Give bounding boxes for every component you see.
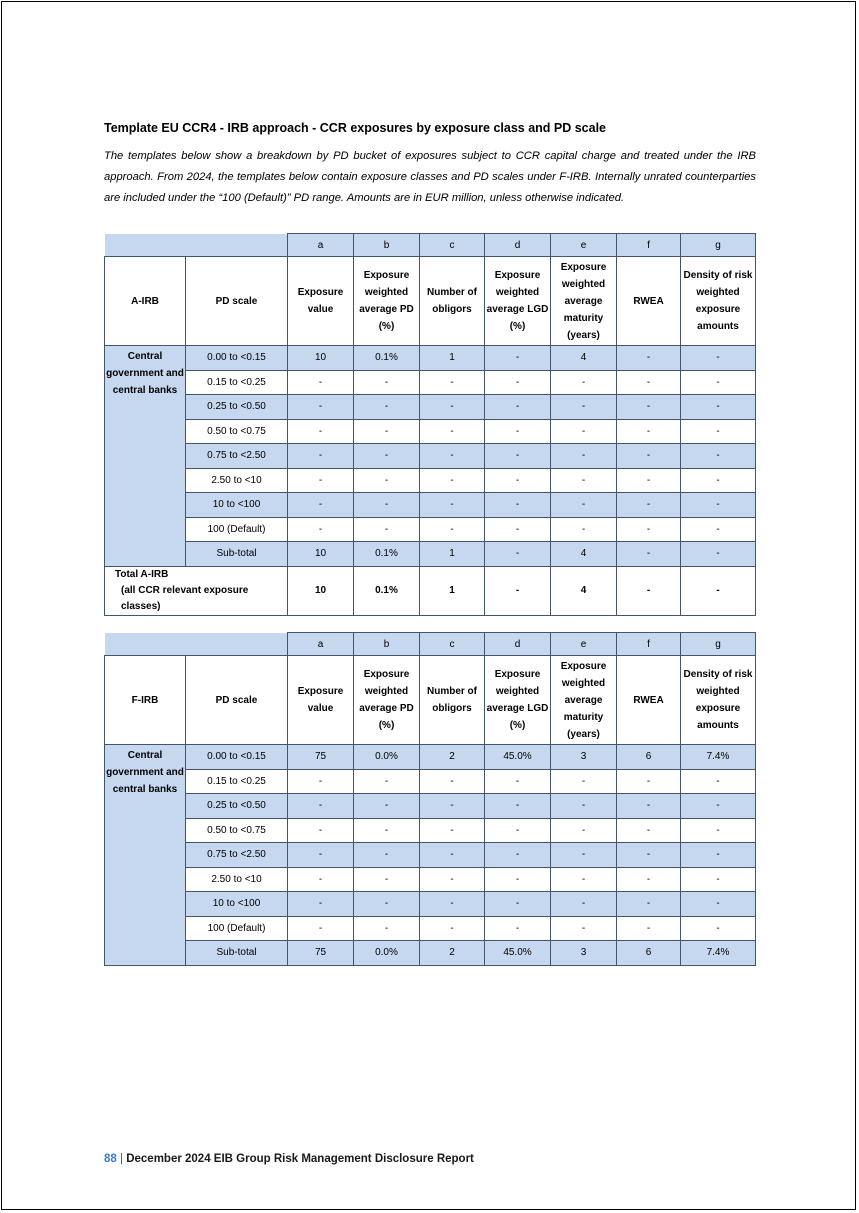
value-cell: -: [354, 444, 420, 469]
value-cell: -: [681, 769, 756, 794]
pd-scale-cell: 0.25 to <0.50: [186, 794, 288, 819]
value-cell: 7.4%: [681, 745, 756, 770]
pd-scale-cell: 2.50 to <10: [186, 468, 288, 493]
value-cell: -: [288, 395, 354, 420]
column-letter: a: [288, 234, 354, 257]
pd-scale-header: PD scale: [186, 257, 288, 346]
value-cell: -: [617, 468, 681, 493]
value-cell: -: [354, 916, 420, 941]
value-cell: -: [551, 818, 617, 843]
value-cell: 45.0%: [485, 941, 551, 966]
column-header: Exposure weighted average PD (%): [354, 656, 420, 745]
table-row: [105, 892, 756, 917]
value-cell: -: [681, 794, 756, 819]
pd-scale-cell: 0.15 to <0.25: [186, 370, 288, 395]
value-cell: -: [354, 892, 420, 917]
value-cell: -: [288, 468, 354, 493]
column-header: Exposure weighted average LGD (%): [485, 257, 551, 346]
table-row: [105, 769, 756, 794]
pd-scale-cell: 10 to <100: [186, 493, 288, 518]
column-letter: c: [420, 633, 485, 656]
value-cell: 6: [617, 941, 681, 966]
column-header: Number of obligors: [420, 656, 485, 745]
value-cell: -: [354, 468, 420, 493]
value-cell: -: [551, 395, 617, 420]
value-cell: -: [681, 419, 756, 444]
total-value-cell: -: [485, 566, 551, 615]
value-cell: -: [681, 867, 756, 892]
value-cell: -: [485, 916, 551, 941]
approach-header: A-IRB: [105, 257, 186, 346]
column-header: Exposure weighted average PD (%): [354, 257, 420, 346]
column-header: Exposure weighted average maturity (years): [551, 257, 617, 346]
total-value-cell: 4: [551, 566, 617, 615]
value-cell: -: [551, 517, 617, 542]
value-cell: -: [617, 769, 681, 794]
value-cell: -: [681, 818, 756, 843]
column-letter: b: [354, 234, 420, 257]
exposure-class-cell: Central government and central banks: [105, 745, 186, 966]
column-header: RWEA: [617, 656, 681, 745]
page-title: Template EU CCR4 - IRB approach - CCR exposures by exposure class and PD scale: [104, 121, 607, 135]
value-cell: -: [354, 794, 420, 819]
column-header: Density of risk weighted exposure amounts: [681, 257, 756, 346]
value-cell: -: [485, 542, 551, 567]
pd-scale-cell: 0.25 to <0.50: [186, 395, 288, 420]
value-cell: 10: [288, 542, 354, 567]
value-cell: -: [617, 444, 681, 469]
value-cell: -: [420, 892, 485, 917]
value-cell: 0.0%: [354, 745, 420, 770]
value-cell: -: [485, 395, 551, 420]
value-cell: -: [617, 794, 681, 819]
value-cell: 75: [288, 941, 354, 966]
table-row: [105, 493, 756, 518]
value-cell: -: [551, 769, 617, 794]
value-cell: -: [420, 468, 485, 493]
column-letters-row: [105, 633, 756, 656]
table-row: [105, 395, 756, 420]
value-cell: -: [617, 370, 681, 395]
value-cell: 0.1%: [354, 346, 420, 371]
value-cell: -: [485, 493, 551, 518]
value-cell: -: [354, 370, 420, 395]
value-cell: -: [420, 444, 485, 469]
value-cell: -: [288, 843, 354, 868]
value-cell: -: [681, 542, 756, 567]
value-cell: -: [420, 370, 485, 395]
total-label-line1: Total A-IRB: [115, 568, 169, 580]
value-cell: -: [288, 892, 354, 917]
footer-separator: |: [120, 1153, 123, 1165]
value-cell: -: [354, 867, 420, 892]
column-letter: f: [617, 234, 681, 257]
pd-scale-header: PD scale: [186, 656, 288, 745]
value-cell: -: [681, 493, 756, 518]
table-row: [105, 818, 756, 843]
value-cell: -: [485, 843, 551, 868]
column-letter: f: [617, 633, 681, 656]
value-cell: -: [485, 818, 551, 843]
value-cell: -: [681, 346, 756, 371]
pd-scale-cell: 100 (Default): [186, 916, 288, 941]
value-cell: 4: [551, 542, 617, 567]
value-cell: -: [354, 419, 420, 444]
column-header: Exposure weighted average LGD (%): [485, 656, 551, 745]
value-cell: 0.0%: [354, 941, 420, 966]
total-value-cell: 0.1%: [354, 566, 420, 615]
total-value-cell: -: [681, 566, 756, 615]
table-row: [105, 867, 756, 892]
value-cell: -: [681, 517, 756, 542]
total-label-line2: (all CCR relevant exposure classes): [121, 584, 249, 612]
value-cell: -: [288, 867, 354, 892]
column-letter: a: [288, 633, 354, 656]
column-header: Exposure value: [288, 257, 354, 346]
intro-paragraph: The templates below show a breakdown by PD bucket of exposures subject to CCR capital charge and treated under the IRB approach. From 2024, the templates below contain exposure classes and PD scales under F-IRB. Internally unrated counterparties are included under the “100 (Default)” PD range. Amounts are in EUR million, unless otherwise indicated.: [104, 150, 756, 204]
column-header: RWEA: [617, 257, 681, 346]
value-cell: -: [681, 444, 756, 469]
pd-scale-cell: 0.50 to <0.75: [186, 818, 288, 843]
column-letter: c: [420, 234, 485, 257]
value-cell: 45.0%: [485, 745, 551, 770]
value-cell: 2: [420, 745, 485, 770]
value-cell: -: [288, 794, 354, 819]
value-cell: -: [485, 419, 551, 444]
value-cell: -: [551, 794, 617, 819]
footer-text: December 2024 EIB Group Risk Management Disclosure Report: [126, 1153, 474, 1165]
value-cell: 1: [420, 542, 485, 567]
pd-scale-cell: 100 (Default): [186, 517, 288, 542]
value-cell: -: [617, 867, 681, 892]
column-letter: g: [681, 633, 756, 656]
value-cell: -: [617, 395, 681, 420]
value-cell: -: [288, 444, 354, 469]
value-cell: -: [288, 419, 354, 444]
pd-scale-cell: 0.75 to <2.50: [186, 444, 288, 469]
value-cell: 2: [420, 941, 485, 966]
value-cell: -: [681, 843, 756, 868]
value-cell: -: [420, 493, 485, 518]
pd-scale-cell: 0.15 to <0.25: [186, 769, 288, 794]
pd-scale-cell: 0.75 to <2.50: [186, 843, 288, 868]
total-value-cell: -: [617, 566, 681, 615]
value-cell: -: [288, 916, 354, 941]
value-cell: -: [485, 346, 551, 371]
value-cell: -: [681, 395, 756, 420]
pd-scale-cell: 0.00 to <0.15: [186, 346, 288, 371]
table-row: [105, 419, 756, 444]
value-cell: -: [617, 542, 681, 567]
pd-scale-cell: 0.50 to <0.75: [186, 419, 288, 444]
value-cell: 4: [551, 346, 617, 371]
pd-scale-cell: 0.00 to <0.15: [186, 745, 288, 770]
value-cell: -: [420, 794, 485, 819]
column-letter: d: [485, 234, 551, 257]
value-cell: -: [551, 892, 617, 917]
value-cell: -: [420, 517, 485, 542]
value-cell: -: [617, 843, 681, 868]
value-cell: 3: [551, 941, 617, 966]
table-row: [105, 370, 756, 395]
column-letter: e: [551, 234, 617, 257]
column-header: Density of risk weighted exposure amounts: [681, 656, 756, 745]
value-cell: -: [485, 444, 551, 469]
pd-scale-cell: 10 to <100: [186, 892, 288, 917]
value-cell: -: [288, 517, 354, 542]
total-value-cell: 1: [420, 566, 485, 615]
pd-scale-cell: Sub-total: [186, 542, 288, 567]
value-cell: -: [354, 395, 420, 420]
value-cell: -: [354, 769, 420, 794]
value-cell: -: [551, 419, 617, 444]
page-footer: [104, 1153, 474, 1165]
table-row: [105, 444, 756, 469]
table-row: [105, 745, 756, 770]
value-cell: 75: [288, 745, 354, 770]
value-cell: -: [617, 346, 681, 371]
value-cell: -: [551, 444, 617, 469]
table-row: [105, 346, 756, 371]
column-letter: g: [681, 234, 756, 257]
column-letter: d: [485, 633, 551, 656]
value-cell: -: [288, 493, 354, 518]
value-cell: -: [617, 493, 681, 518]
subtotal-row: [105, 941, 756, 966]
value-cell: -: [551, 843, 617, 868]
value-cell: -: [617, 419, 681, 444]
value-cell: -: [617, 818, 681, 843]
column-letters-row: [105, 234, 756, 257]
value-cell: -: [420, 867, 485, 892]
value-cell: -: [354, 818, 420, 843]
table-row: [105, 468, 756, 493]
page-number: 88: [104, 1153, 117, 1165]
value-cell: -: [354, 843, 420, 868]
value-cell: -: [617, 517, 681, 542]
value-cell: 1: [420, 346, 485, 371]
pd-scale-cell: 2.50 to <10: [186, 867, 288, 892]
column-header: Number of obligors: [420, 257, 485, 346]
table-row: [105, 517, 756, 542]
value-cell: 6: [617, 745, 681, 770]
value-cell: -: [485, 892, 551, 917]
value-cell: -: [420, 818, 485, 843]
a-irb-table: [104, 233, 756, 616]
total-label: [105, 566, 288, 615]
value-cell: -: [551, 370, 617, 395]
value-cell: -: [551, 916, 617, 941]
exposure-class-cell: Central government and central banks: [105, 346, 186, 567]
column-header: Exposure weighted average maturity (years): [551, 656, 617, 745]
total-row: [105, 566, 756, 615]
value-cell: 10: [288, 346, 354, 371]
value-cell: -: [485, 468, 551, 493]
value-cell: -: [485, 867, 551, 892]
blank-corner: [105, 234, 288, 257]
value-cell: -: [485, 370, 551, 395]
value-cell: 0.1%: [354, 542, 420, 567]
column-letter: b: [354, 633, 420, 656]
table-row: [105, 916, 756, 941]
subtotal-row: [105, 542, 756, 567]
table-row: [105, 794, 756, 819]
value-cell: -: [681, 370, 756, 395]
value-cell: -: [485, 794, 551, 819]
header-row: [105, 257, 756, 346]
value-cell: -: [485, 769, 551, 794]
column-header: Exposure value: [288, 656, 354, 745]
total-value-cell: 10: [288, 566, 354, 615]
blank-corner: [105, 633, 288, 656]
value-cell: -: [420, 769, 485, 794]
header-row: [105, 656, 756, 745]
value-cell: -: [681, 468, 756, 493]
value-cell: -: [288, 370, 354, 395]
value-cell: -: [681, 892, 756, 917]
value-cell: -: [288, 818, 354, 843]
value-cell: 3: [551, 745, 617, 770]
value-cell: -: [420, 916, 485, 941]
value-cell: -: [617, 916, 681, 941]
value-cell: -: [420, 419, 485, 444]
value-cell: -: [420, 843, 485, 868]
pd-scale-cell: Sub-total: [186, 941, 288, 966]
approach-header: F-IRB: [105, 656, 186, 745]
value-cell: -: [354, 493, 420, 518]
value-cell: -: [485, 517, 551, 542]
f-irb-table: [104, 632, 756, 966]
value-cell: 7.4%: [681, 941, 756, 966]
table-row: [105, 843, 756, 868]
value-cell: -: [551, 493, 617, 518]
value-cell: -: [551, 867, 617, 892]
value-cell: -: [681, 916, 756, 941]
value-cell: -: [288, 769, 354, 794]
value-cell: -: [354, 517, 420, 542]
value-cell: -: [551, 468, 617, 493]
value-cell: -: [420, 395, 485, 420]
column-letter: e: [551, 633, 617, 656]
value-cell: -: [617, 892, 681, 917]
